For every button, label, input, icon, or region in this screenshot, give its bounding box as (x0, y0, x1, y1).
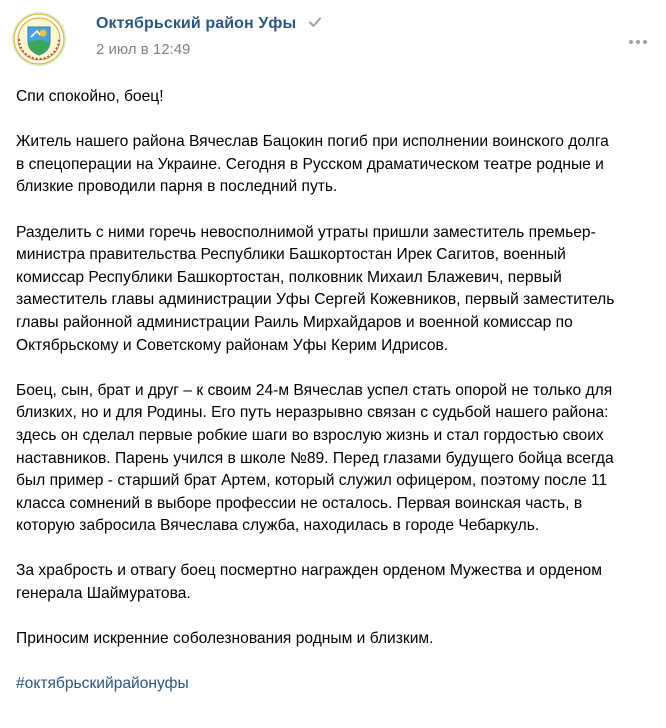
text-line: в спецоперации на Украине. Сегодня в Русском драматическом театре родные и (16, 155, 604, 173)
hashtag-line (16, 673, 656, 696)
text-line: Приносим искренние соболезнования родным и близким. (16, 630, 434, 648)
paragraph-biography (16, 380, 656, 538)
text-line: генерала Шаймуратова. (16, 585, 191, 603)
author-name[interactable] (96, 15, 322, 33)
post-date[interactable]: 2 июл в 12:49 (96, 41, 191, 58)
paragraph-condolences (16, 628, 656, 651)
text-line: Спи спокойно, боец! (16, 88, 164, 105)
text-line: Боец, сын, брат и друг – к своим 24-м Вячеслав успел стать опорой не только для (16, 381, 613, 399)
text-line: здесь он сделал первые робкие шаги во взрослую жизнь и стал гордостью своих (16, 426, 604, 444)
district-emblem-icon (13, 13, 65, 65)
text-line: За храбрость и отвагу боец посмертно награжден орденом Мужества и орденом (16, 562, 602, 580)
paragraph-intro (16, 131, 656, 199)
post-header (0, 0, 666, 80)
text-line: министра правительства Республики Башкортостан Ирек Сагитов, военный (16, 246, 566, 264)
text-line: Октябрьскому и Советскому районам Уфы Керим Идрисов. (16, 336, 449, 354)
text-line: Разделить с ними горечь невосполнимой утраты пришли заместитель премьер- (16, 223, 596, 241)
text-line: которую забросила Вячеслава служба, находилась в городе Чебаркуль. (16, 517, 540, 535)
dot (643, 40, 647, 44)
text-line: близкие проводили парня в последний путь. (16, 178, 338, 196)
text-line: наставников. Парень учился в школе №89. Перед глазами будущего бойца всегда (16, 449, 614, 467)
avatar[interactable] (12, 12, 66, 66)
text-line: был пример - старший брат Артем, который служил офицером, поэтому после 11 (16, 472, 608, 490)
text-line: главы районной администрации Раиль Мирхайдаров и военной комиссар по (16, 313, 573, 331)
paragraph-title (16, 86, 656, 109)
author-name-text: Октябрьский район Уфы (96, 15, 297, 32)
more-dots-icon[interactable] (626, 36, 650, 48)
text-line: Житель нашего района Вячеслав Бацокин погиб при исполнении воинского долга (16, 133, 609, 151)
paragraph-awards (16, 560, 656, 605)
text-line: заместитель главы администрации Уфы Сергей Кожевников, первый заместитель (16, 291, 615, 309)
paragraph-attendees (16, 222, 656, 358)
text-line: близких, но и для Родины. Его путь неразрывно связан с судьбой нашего района: (16, 404, 609, 422)
checkmark-icon (308, 15, 322, 29)
text-line: комиссар Республики Башкортостан, полковник Михаил Блажевич, первый (16, 268, 562, 286)
dot (629, 40, 633, 44)
post-text (16, 86, 656, 696)
hashtag-link[interactable]: #октябрьскийрайонуфы (16, 675, 189, 693)
text-line: класса сомнений в выборе профессии не осталось. Первая воинская часть, в (16, 494, 583, 512)
dot (636, 40, 640, 44)
